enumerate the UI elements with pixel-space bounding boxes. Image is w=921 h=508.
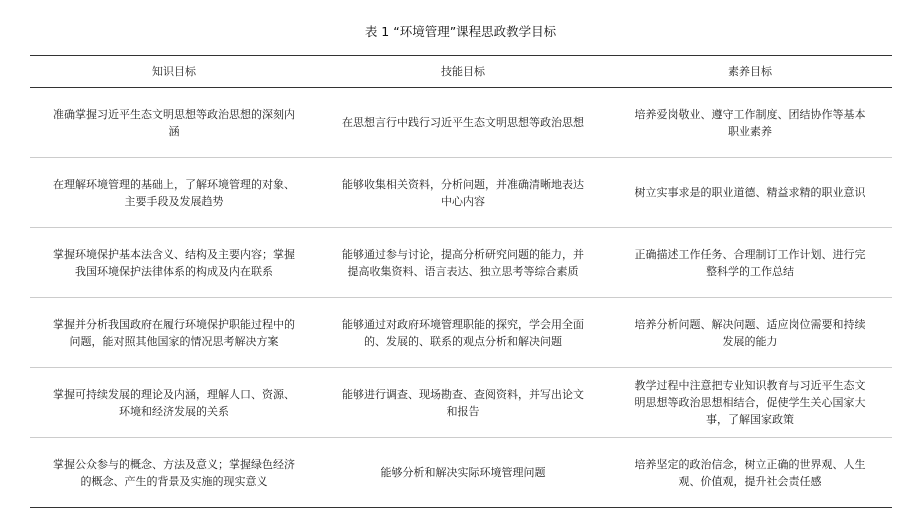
knowledge-goal-cell: 掌握环境保护基本法含义、结构及主要内容；掌握我国环境保护法律体系的构成及内在联系 xyxy=(30,228,318,298)
skill-goal-cell: 能够通过参与讨论，提高分析研究问题的能力，并提高收集资料、语言表达、独立思考等综合素质 xyxy=(318,228,608,298)
knowledge-goal-cell: 掌握可持续发展的理论及内涵，理解人口、资源、环境和经济发展的关系 xyxy=(30,368,318,438)
knowledge-goal-cell: 在理解环境管理的基础上，了解环境管理的对象、主要手段及发展趋势 xyxy=(30,158,318,228)
skill-goal-cell: 能够分析和解决实际环境管理问题 xyxy=(318,438,608,508)
skill-goal-cell: 能够进行调查、现场勘查、查阅资料，并写出论文和报告 xyxy=(318,368,608,438)
header-skill-goals: 技能目标 xyxy=(318,56,608,88)
header-knowledge-goals: 知识目标 xyxy=(30,56,318,88)
literacy-goal-cell: 培养爱岗敬业、遵守工作制度、团结协作等基本职业素养 xyxy=(608,88,892,158)
table-row xyxy=(30,368,892,438)
literacy-goal-cell: 教学过程中注意把专业知识教育与习近平生态文明思想等政治思想相结合，促使学生关心国家大事，了解国家政策 xyxy=(608,368,892,438)
table-row xyxy=(30,158,892,228)
table-row xyxy=(30,438,892,508)
table-row xyxy=(30,298,892,368)
skill-goal-cell: 能够通过对政府环境管理职能的探究，学会用全面的、发展的、联系的观点分析和解决问题 xyxy=(318,298,608,368)
knowledge-goal-cell: 掌握并分析我国政府在履行环境保护职能过程中的问题，能对照其他国家的情况思考解决方案 xyxy=(30,298,318,368)
literacy-goal-cell: 培养坚定的政治信念，树立正确的世界观、人生观、价值观，提升社会责任感 xyxy=(608,438,892,508)
table-row xyxy=(30,228,892,298)
table-caption: 表 1 “环境管理”课程思政教学目标 xyxy=(364,24,557,39)
knowledge-goal-cell: 掌握公众参与的概念、方法及意义；掌握绿色经济的概念、产生的背景及实施的现实意义 xyxy=(30,438,318,508)
knowledge-goal-cell: 准确掌握习近平生态文明思想等政治思想的深刻内涵 xyxy=(30,88,318,158)
literacy-goal-cell: 培养分析问题、解决问题、适应岗位需要和持续发展的能力 xyxy=(608,298,892,368)
objectives-table xyxy=(30,55,892,508)
header-literacy-goals: 素养目标 xyxy=(608,56,892,88)
skill-goal-cell: 能够收集相关资料，分析问题，并准确清晰地表达中心内容 xyxy=(318,158,608,228)
literacy-goal-cell: 正确描述工作任务、合理制订工作计划、进行完整科学的工作总结 xyxy=(608,228,892,298)
table-row xyxy=(30,88,892,158)
literacy-goal-cell: 树立实事求是的职业道德、精益求精的职业意识 xyxy=(608,158,892,228)
table-header-row xyxy=(30,56,892,88)
skill-goal-cell: 在思想言行中践行习近平生态文明思想等政治思想 xyxy=(318,88,608,158)
